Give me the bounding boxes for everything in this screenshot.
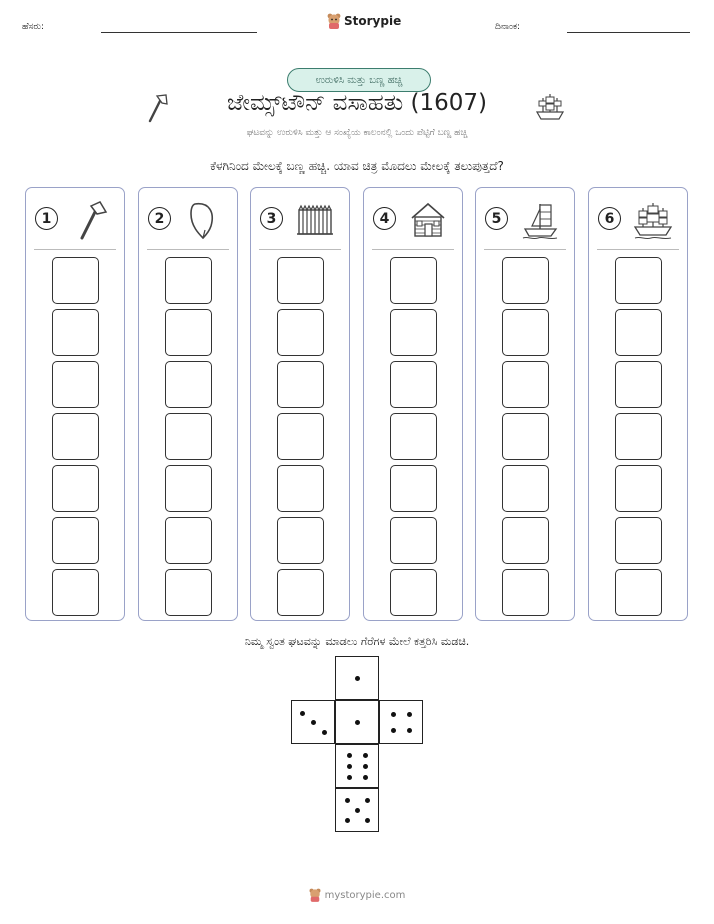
color-box[interactable] (277, 309, 324, 356)
column-header (139, 188, 237, 248)
dice-face-6 (335, 744, 379, 788)
pip (347, 764, 352, 769)
column-number: 1 (35, 207, 58, 230)
name-line[interactable] (101, 32, 257, 33)
bear-mascot-icon (327, 13, 341, 29)
dice-face-3 (291, 700, 335, 744)
column-divider (597, 249, 679, 250)
column-header (589, 188, 687, 248)
column-5 (475, 187, 575, 621)
color-box[interactable] (165, 361, 212, 408)
color-box[interactable] (165, 413, 212, 460)
pip (355, 676, 360, 681)
column-1 (25, 187, 125, 621)
color-box[interactable] (390, 257, 437, 304)
date-line[interactable] (567, 32, 690, 33)
color-box[interactable] (615, 257, 662, 304)
color-box[interactable] (502, 413, 549, 460)
color-box[interactable] (502, 309, 549, 356)
question-text: ಕೆಳಗಿನಿಂದ ಮೇಲಕ್ಕೆ ಬಣ್ಣ ಹಚ್ಚಿ. ಯಾವ ಚಿತ್ರ ಮೊದಲು ಮೇಲಕ್ಕೆ ತಲುಪುತ್ತದೆ? (210, 159, 504, 173)
column-6 (588, 187, 688, 621)
color-box[interactable] (165, 517, 212, 564)
pip (365, 798, 370, 803)
column-divider (259, 249, 341, 250)
color-box[interactable] (502, 517, 549, 564)
footer-url[interactable]: mystorypie.com (324, 889, 406, 901)
color-box[interactable] (165, 465, 212, 512)
color-box[interactable] (277, 361, 324, 408)
color-box[interactable] (277, 413, 324, 460)
page-title: ಜೇಮ್ಸ್‌ಟೌನ್ ವಸಾಹತು (1607) (226, 90, 488, 116)
pip (407, 712, 412, 717)
color-box[interactable] (52, 257, 99, 304)
color-box[interactable] (277, 257, 324, 304)
name-label: ಹೆಸರು: (22, 22, 45, 32)
instructions-subtitle: ಘಟವನ್ನು ಉರುಳಿಸಿ ಮತ್ತು ಆ ಸಂಖ್ಯೆಯ ಕಾಲಂನಲ್ಲಿ ಒಂದು ಪೆಟ್ಟಿಗೆ ಬಣ್ಣ ಹಚ್ಚಿ (246, 128, 468, 138)
column-header (364, 188, 462, 248)
color-box[interactable] (502, 361, 549, 408)
pip (347, 753, 352, 758)
fence-icon (295, 200, 335, 240)
column-3 (250, 187, 350, 621)
pip (391, 712, 396, 717)
column-number: 4 (373, 207, 396, 230)
color-box[interactable] (277, 465, 324, 512)
color-box[interactable] (390, 361, 437, 408)
color-box[interactable] (615, 465, 662, 512)
brand-name: Storypie (344, 14, 402, 28)
color-box[interactable] (615, 517, 662, 564)
column-header (476, 188, 574, 248)
color-box[interactable] (390, 309, 437, 356)
column-4 (363, 187, 463, 621)
pip (311, 720, 316, 725)
color-box[interactable] (52, 361, 99, 408)
color-box[interactable] (277, 569, 324, 616)
color-box[interactable] (390, 413, 437, 460)
column-divider (372, 249, 454, 250)
color-box[interactable] (52, 517, 99, 564)
pip (355, 808, 360, 813)
pip (363, 775, 368, 780)
date-label: ದಿನಾಂಕ: (495, 22, 521, 32)
color-box[interactable] (165, 257, 212, 304)
column-number: 6 (598, 207, 621, 230)
color-box[interactable] (390, 465, 437, 512)
axe-icon (70, 200, 110, 240)
pip (391, 728, 396, 733)
color-box[interactable] (615, 569, 662, 616)
dice-face-1 (335, 656, 379, 700)
pip (363, 753, 368, 758)
pip (345, 798, 350, 803)
ship-icon (633, 200, 673, 240)
log-cabin-icon (408, 200, 448, 240)
color-box[interactable] (390, 517, 437, 564)
column-divider (484, 249, 566, 250)
column-number: 5 (485, 207, 508, 230)
color-box[interactable] (52, 413, 99, 460)
color-box[interactable] (52, 465, 99, 512)
column-2 (138, 187, 238, 621)
column-number: 3 (260, 207, 283, 230)
brand-logo (327, 13, 401, 29)
footer (0, 888, 714, 902)
cutout-instruction: ನಿಮ್ಮ ಸ್ವಂತ ಘಟವನ್ನು ಮಾಡಲು ಗೆರೆಗಳ ಮೇಲೆ ಕತ್ತರಿಸಿ ಮಡಚಿ. (244, 635, 470, 648)
pip (363, 764, 368, 769)
sailboat-icon (520, 200, 560, 240)
pip (300, 711, 305, 716)
bear-mascot-icon (309, 888, 321, 902)
color-box[interactable] (502, 465, 549, 512)
column-header (26, 188, 124, 248)
pip (322, 730, 327, 735)
column-header (251, 188, 349, 248)
title-ship-icon (536, 92, 564, 122)
color-box[interactable] (615, 361, 662, 408)
dice-face-4 (379, 700, 423, 744)
color-box[interactable] (52, 569, 99, 616)
color-box[interactable] (165, 569, 212, 616)
color-box[interactable] (615, 309, 662, 356)
color-box[interactable] (502, 257, 549, 304)
dice-face-5 (335, 788, 379, 832)
column-number: 2 (148, 207, 171, 230)
color-box[interactable] (615, 413, 662, 460)
pip (347, 775, 352, 780)
color-box[interactable] (277, 517, 324, 564)
pip (345, 818, 350, 823)
activity-badge: ಉರುಳಿಸಿ ಮತ್ತು ಬಣ್ಣ ಹಚ್ಚಿ (287, 68, 431, 92)
color-box[interactable] (52, 309, 99, 356)
dice-net[interactable] (290, 656, 424, 836)
color-box[interactable] (502, 569, 549, 616)
pip (355, 720, 360, 725)
color-box[interactable] (390, 569, 437, 616)
column-divider (34, 249, 116, 250)
seed-icon (183, 200, 223, 240)
pip (365, 818, 370, 823)
dice-face-1 (335, 700, 379, 744)
column-divider (147, 249, 229, 250)
color-box[interactable] (165, 309, 212, 356)
pip (407, 728, 412, 733)
